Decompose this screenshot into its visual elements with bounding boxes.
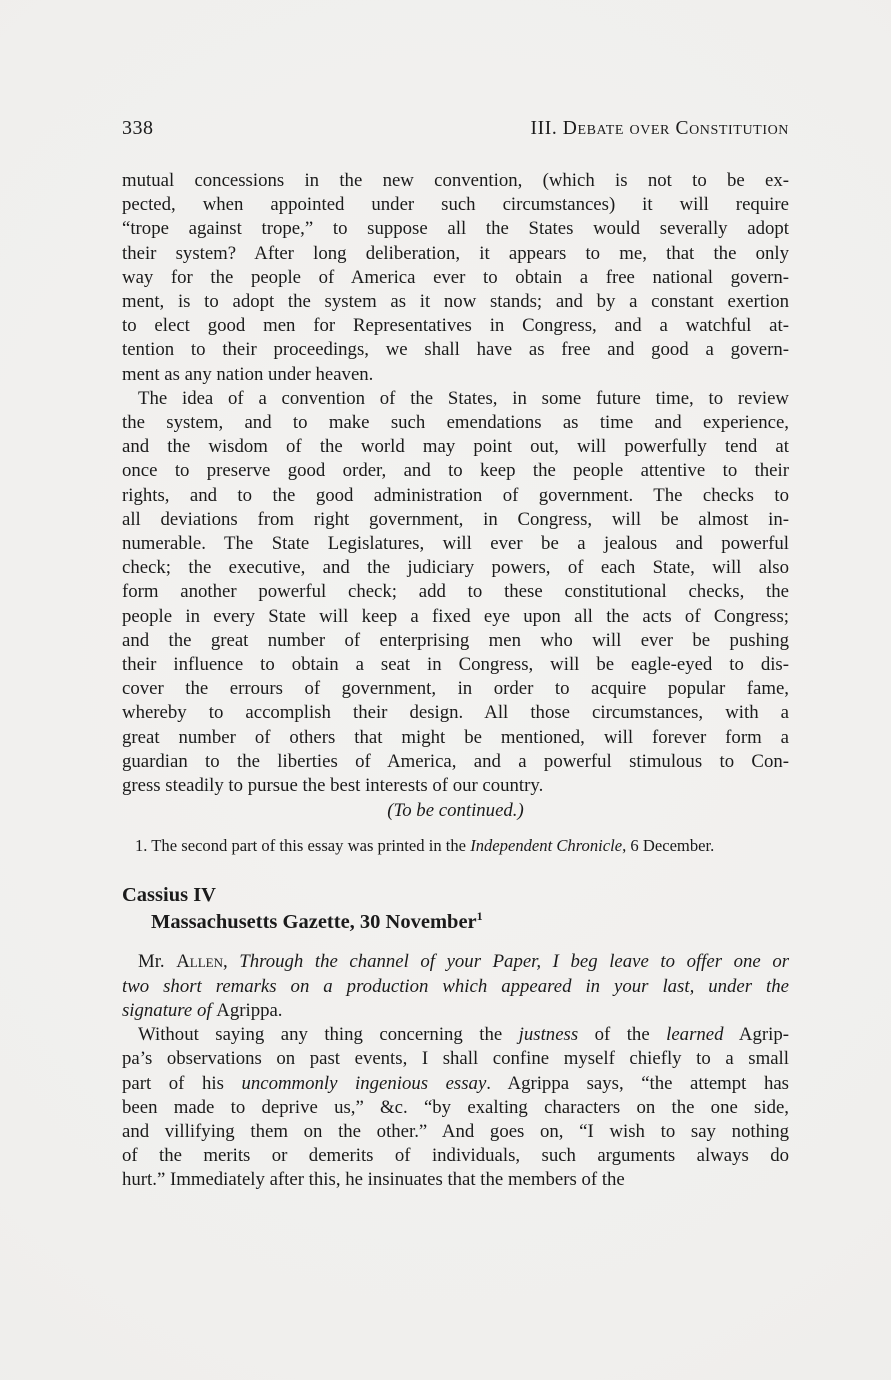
text-line: been made to deprive us,” &c. “by exalting characters on the one side, (122, 1096, 789, 1118)
text-line: and the great number of enterprising men who will ever be pushing (122, 629, 789, 651)
running-title: III. Debate over Constitution (530, 118, 789, 139)
text-line: part of his uncommonly ingenious essay. Agrippa says, “the attempt has (122, 1072, 789, 1094)
cassius-paragraph-1 (122, 950, 789, 1023)
text-line: of the merits or demerits of individuals, such arguments always do (122, 1145, 789, 1167)
essay-paragraph-2 (122, 387, 789, 798)
text-line: rights, and to the good administration of government. The checks to (122, 484, 789, 506)
text-line: their system? After long deliberation, it appears to me, that the only (122, 242, 789, 264)
text-line: Mr. Allen, Through the channel of your Paper, I beg leave to offer one or (138, 951, 790, 973)
text-line: their influence to obtain a seat in Congress, will be eagle-eyed to dis- (122, 654, 789, 676)
text-line: hurt.” Immediately after this, he insinuates that the members of the (122, 1169, 625, 1191)
text-line: numerable. The State Legislatures, will ever be a jealous and powerful (122, 533, 789, 555)
section-heading (122, 882, 789, 935)
essay-title: Cassius IV (122, 884, 216, 907)
text-line: Massachusetts Gazette, 30 November$^1$ (151, 909, 483, 934)
text-line: tention to their proceedings, we shall have as free and good a govern- (122, 339, 789, 361)
text-line: signature of Agrippa. (122, 999, 283, 1021)
text-line: pected, when appointed under such circumstances) it will require (122, 194, 789, 216)
text-line: whereby to accomplish their design. All those circumstances, with a (122, 702, 789, 724)
text-line: to elect good men for Representatives in Congress, and a watchful at- (122, 315, 789, 337)
text-line: all deviations from right government, in Congress, will be almost in- (122, 508, 789, 530)
page-header (122, 117, 789, 140)
text-line: 1. The second part of this essay was printed in the Independent Chronicle, 6 December. (135, 836, 715, 856)
text-column (122, 0, 789, 1193)
footnote (122, 836, 789, 856)
text-line: way for the people of America ever to obtain a free national govern- (122, 266, 789, 288)
text-line: pa’s observations on past events, I shall confine myself chiefly to a small (122, 1048, 789, 1070)
text-line: check; the executive, and the judiciary powers, of each State, will also (122, 557, 789, 579)
text-line: form another powerful check; add to these constitutional checks, the (122, 581, 789, 603)
essay-continuation-body (122, 169, 789, 856)
text-line: and the wisdom of the world may point out, will powerfully tend at (122, 436, 789, 458)
text-line: the system, and to make such emendations as time and experience, (122, 412, 789, 434)
text-line: ment, is to adopt the system as it now stands; and by a constant exertion (122, 291, 789, 313)
page-number: 338 (122, 117, 154, 139)
text-line: great number of others that might be mentioned, will forever form a (122, 726, 789, 748)
text-line: and villifying them on the other.” And goes on, “I wish to say nothing (122, 1120, 789, 1142)
text-line: guardian to the liberties of America, and a powerful stimulous to Con- (122, 750, 789, 772)
cassius-essay-body (122, 950, 789, 1192)
text-line: Without saying any thing concerning the justness of the learned Agrip- (138, 1024, 789, 1046)
text-line: ment as any nation under heaven. (122, 363, 374, 385)
text-line: gress steadily to pursue the best interests of our country. (122, 775, 544, 797)
text-line: mutual concessions in the new convention, (which is not to be ex- (122, 170, 789, 191)
text-line: cover the errours of government, in order to acquire popular fame, (122, 678, 789, 700)
continuation-note: (To be continued.) (387, 800, 524, 822)
text-line: two short remarks on a production which appeared in your last, under the (122, 975, 789, 997)
essay-paragraph-1 (122, 169, 789, 387)
cassius-paragraph-2 (122, 1023, 789, 1192)
text-line: people in every State will keep a fixed eye upon all the acts of Congress; (122, 605, 789, 627)
text-line: “trope against trope,” to suppose all the States would severally adopt (122, 218, 789, 240)
text-line: The idea of a convention of the States, in some future time, to review (138, 387, 789, 409)
essay-source-line (122, 909, 789, 935)
text-line: once to preserve good order, and to keep the people attentive to their (122, 460, 789, 482)
